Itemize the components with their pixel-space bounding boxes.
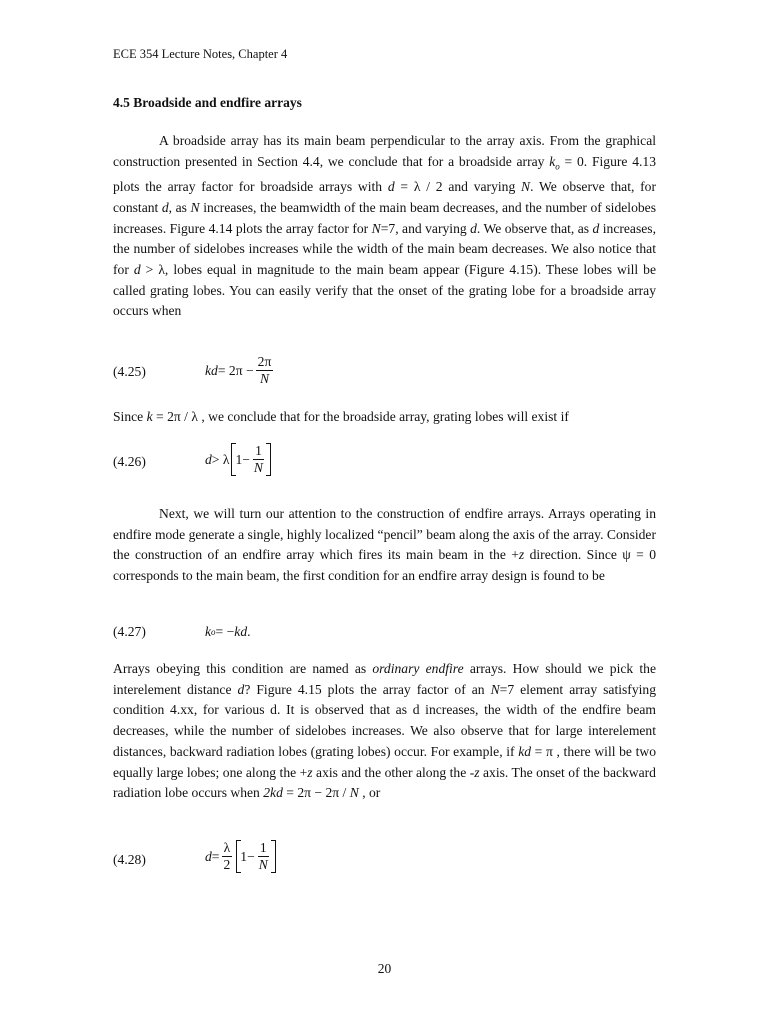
equation-expression: d = $\frac{\lambda}{2}$ 1− $\frac{1}{N}$ xyxy=(205,840,276,873)
paragraph-ordinary-endfire: Arrays obeying this condition are named as ordinary endfire arrays. How should we pick the interelement distance d? Figure 4.15 plots the array factor of an N=7 element array satisfying condition 4.xx, for various d. It is observed that as d increases, the width of the endfire beam decreases, while the number of sidelobes increases. We also observe that for large interelement distances, backward radiation lobes (grating lobes) occur. For example, if kd = π , there will be two equally large lobes; one along the +z axis and the other along the -z axis. The onset of the backward radiation lobe occurs when 2kd = 2π − 2π / N , or xyxy=(113,661,656,801)
equation-expression: d > λ 1− $\frac{1}{N}$ xyxy=(205,443,271,476)
equation-4-27 xyxy=(113,624,656,646)
equation-expression: kd = 2π − $\frac{2\pi}{N}$ xyxy=(205,354,272,386)
equation-number: (4.25) xyxy=(113,364,146,379)
equation-expression: k o = − kd . xyxy=(205,624,251,639)
document-page xyxy=(113,0,657,1024)
equation-number: (4.26) xyxy=(113,454,146,469)
paragraph-grating-condition: Since k = 2π / λ , we conclude that for the broadside array, grating lobes will exist if xyxy=(113,409,569,424)
paragraph-endfire: Next, we will turn our attention to the construction of endfire arrays. Arrays operating in endfire mode generate a single, highly localized “pencil” beam along the axis of the array. Consider the construction of an endfire array which fires its main beam in the +z direction. Since ψ = 0 corresponds to the main beam, the first condition for an endfire array design is found to be xyxy=(113,506,656,584)
equation-4-25 xyxy=(113,354,656,394)
page-number: 20 xyxy=(377,961,392,976)
equation-number: (4.28) xyxy=(113,852,146,867)
equation-4-26 xyxy=(113,443,656,483)
equation-4-28 xyxy=(113,840,656,884)
running-header: ECE 354 Lecture Notes, Chapter 4 xyxy=(113,47,288,61)
section-title: 4.5 Broadside and endfire arrays xyxy=(113,95,302,110)
paragraph-broadside: A broadside array has its main beam perpendicular to the array axis. From the graphical construction presented in Section 4.4, we conclude that for a broadside array $k_o = 0$. Figure 4.13 plots the array factor for broadside arrays with d = λ / 2 and varying N. We observe that, for constant d, as N increases, the beamwidth of the main beam decreases, and the number of sidelobes increases. Figure 4.14 plots the array factor for N=7, and varying d. We observe that, as d increases, the number of sidelobes increases while the width of the main beam decreases. We also notice that for d > λ, lobes equal in magnitude to the main beam appear (Figure 4.15). These lobes will be called grating lobes. You can easily verify that the onset of the grating lobe for a broadside array occurs when xyxy=(113,133,657,319)
equation-number: (4.27) xyxy=(113,624,146,639)
